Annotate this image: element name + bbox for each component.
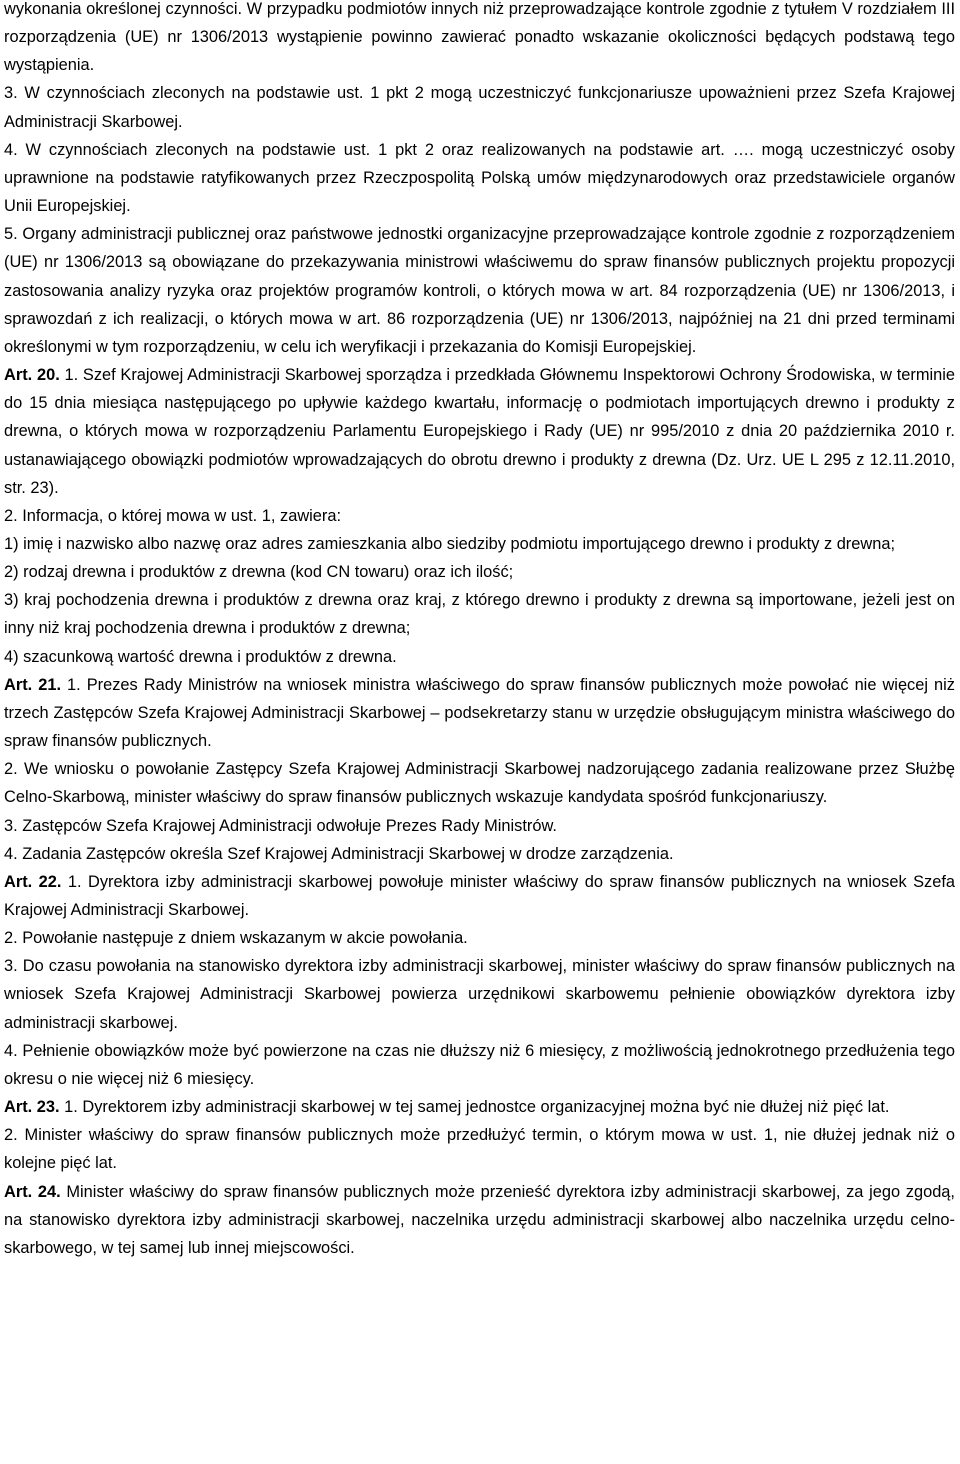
article-21-ust-3: 3. Zastępców Szefa Krajowej Administracji odwołuje Prezes Rady Ministrów. xyxy=(4,816,557,835)
article-22-paragraph xyxy=(4,868,955,924)
article-20-point-1: 1) imię i nazwisko albo nazwę oraz adres zamieszkania albo siedziby podmiotu importującego drewno i produkty z drewna; xyxy=(4,534,896,553)
article-20-text: 1. Szef Krajowej Administracji Skarbowej sporządza i przedkłada Głównemu Inspektorowi Ochrony Środowiska, w terminie do 15 dnia miesiąca następującego po upływie każdego kwartału, informację o podmiotach importujących drewno i produkty z drewna, o których mowa w rozporządzeniu Parlamentu Europejskiego i Rady (UE) nr 995/2010 z dnia 20 października 2010 r. ustanawiającego obowiązki podmiotów wprowadzających do obrotu drewno i produkty z drewna (Dz. Urz. UE L 295 z 12.11.2010, str. 23). xyxy=(4,366,955,497)
article-23-number: Art. 23. xyxy=(4,1098,60,1117)
article-21-number: Art. 21. xyxy=(4,675,62,694)
article-21-ust-4: 4. Zadania Zastępców określa Szef Krajowej Administracji Skarbowej w drodze zarządzenia. xyxy=(4,844,674,863)
article-23-ust-2: 2. Minister właściwy do spraw finansów publicznych może przedłużyć termin, o którym mowa w ust. 1, nie dłużej jednak niż o kolejne pięć lat. xyxy=(4,1126,955,1173)
article-24-paragraph xyxy=(4,1178,955,1262)
article-22-text: 1. Dyrektora izby administracji skarbowej powołuje minister właściwy do spraw finansów publicznych na wniosek Szefa Krajowej Administracji Skarbowej. xyxy=(4,872,955,919)
article-22-ust-4: 4. Pełnienie obowiązków może być powierzone na czas nie dłuższy niż 6 miesięcy, z możliwością jednokrotnego przedłużenia tego okresu o nie więcej niż 6 miesięcy. xyxy=(4,1041,955,1088)
article-20-ust-2: 2. Informacja, o której mowa w ust. 1, zawiera: xyxy=(4,506,342,525)
document-body xyxy=(4,0,955,1262)
article-24-text: Minister właściwy do spraw finansów publicznych może przenieść dyrektora izby administracji skarbowej, za jego zgodą, na stanowisko dyrektora izby administracji skarbowej, naczelnika urzędu administracji skarbowej albo naczelnika urzędu celno-skarbowego, w tej samej lub innej miejscowości. xyxy=(4,1182,955,1257)
paragraph-ust-3: 3. W czynnościach zleconych na podstawie ust. 1 pkt 2 mogą uczestniczyć funkcjonariusze upoważnieni przez Szefa Krajowej Administracji Skarbowej. xyxy=(4,84,955,131)
paragraph-ust-4: 4. W czynnościach zleconych na podstawie ust. 1 pkt 2 oraz realizowanych na podstawie art. …. mogą uczestniczyć osoby uprawnione na podstawie ratyfikowanych przez Rzeczpospolitą Polską umów międzynarodowych oraz przedstawiciele organów Unii Europejskiej. xyxy=(4,140,955,216)
article-20-number: Art. 20. xyxy=(4,366,60,385)
article-23-text: 1. Dyrektorem izby administracji skarbowej w tej samej jednostce organizacyjnej można być nie dłużej niż pięć lat. xyxy=(59,1098,890,1117)
paragraph-ust-5: 5. Organy administracji publicznej oraz państwowe jednostki organizacyjne przeprowadzające kontrole zgodnie z rozporządzeniem (UE) nr 1306/2013 są obowiązane do przekazywania ministrowi właściwemu do spraw finansów publicznych projektu propozycji zastosowania analizy ryzyka oraz projektów programów kontroli, o których mowa w art. 84 rozporządzenia (UE) nr 1306/2013, i sprawozdań z ich realizacji, o których mowa w art. 86 rozporządzenia (UE) nr 1306/2013, najpóźniej na 21 dni przed terminami określonymi w tym rozporządzeniu, w celu ich weryfikacji i przekazania do Komisji Europejskiej. xyxy=(4,225,955,356)
article-20-point-2: 2) rodzaj drewna i produktów z drewna (kod CN towaru) oraz ich ilość; xyxy=(4,563,514,582)
article-21-paragraph xyxy=(4,671,955,755)
article-21-text: 1. Prezes Rady Ministrów na wniosek ministra właściwego do spraw finansów publicznych może powołać nie więcej niż trzech Zastępców Szefa Krajowej Administracji Skarbowej – podsekretarzy stanu w urzędzie obsługującym ministra właściwego do spraw finansów publicznych. xyxy=(4,675,955,751)
paragraph-continuation: wykonania określonej czynności. W przypadku podmiotów innych niż przeprowadzające kontrole zgodnie z tytułem V rozdziałem III rozporządzenia (UE) nr 1306/2013 wystąpienie powinno zawierać ponadto wskazanie okoliczności będących podstawą tego wystąpienia. xyxy=(4,0,955,75)
article-23-paragraph xyxy=(4,1093,955,1121)
article-22-number: Art. 22. xyxy=(4,872,62,891)
article-21-ust-2: 2. We wniosku o powołanie Zastępcy Szefa Krajowej Administracji Skarbowej nadzorującego zadania realizowane przez Służbę Celno-Skarbową, minister właściwy do spraw finansów publicznych wskazuje kandydata spośród funkcjonariuszy. xyxy=(4,760,955,807)
article-20-point-4: 4) szacunkową wartość drewna i produktów z drewna. xyxy=(4,647,397,666)
article-24-number: Art. 24. xyxy=(4,1182,61,1201)
article-20-paragraph xyxy=(4,361,955,502)
article-20-point-3: 3) kraj pochodzenia drewna i produktów z drewna oraz kraj, z którego drewno i produkty z drewna są importowane, jeżeli jest on inny niż kraj pochodzenia drewna i produktów z drewna; xyxy=(4,591,955,638)
article-22-ust-2: 2. Powołanie następuje z dniem wskazanym w akcie powołania. xyxy=(4,929,468,948)
article-22-ust-3: 3. Do czasu powołania na stanowisko dyrektora izby administracji skarbowej, minister właściwy do spraw finansów publicznych na wniosek Szefa Krajowej Administracji Skarbowej powierza urzędnikowi skarbowemu pełnienie obowiązków dyrektora izby administracji skarbowej. xyxy=(4,957,955,1032)
